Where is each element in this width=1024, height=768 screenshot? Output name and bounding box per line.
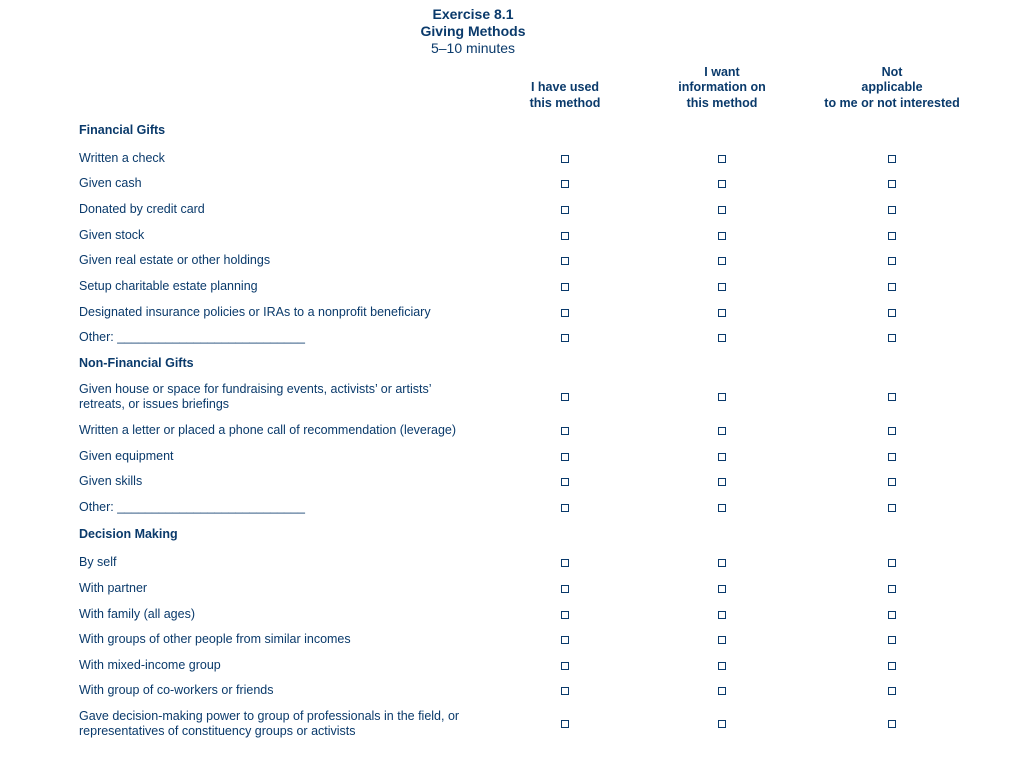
checkbox-col-1[interactable] — [561, 585, 569, 593]
row-label — [79, 632, 351, 648]
checkbox-col-3[interactable] — [888, 585, 896, 593]
row-label — [79, 449, 174, 465]
checkbox-col-1[interactable] — [561, 453, 569, 461]
row-label — [79, 151, 165, 167]
row-label — [79, 279, 258, 295]
checkbox-col-1[interactable] — [561, 334, 569, 342]
checkbox-col-3[interactable] — [888, 453, 896, 461]
checkbox-col-1[interactable] — [561, 427, 569, 435]
section-title: Non-Financial Gifts — [79, 356, 194, 371]
checkbox-col-3[interactable] — [888, 393, 896, 401]
checkbox-col-1[interactable] — [561, 180, 569, 188]
checkbox-col-1[interactable] — [561, 257, 569, 265]
checkbox-col-3[interactable] — [888, 283, 896, 291]
checkbox-col-1[interactable] — [561, 687, 569, 695]
checkbox-col-2[interactable] — [718, 257, 726, 265]
row-label-line: Other: ___________________________ — [79, 500, 305, 515]
checkbox-col-1[interactable] — [561, 504, 569, 512]
column-header-line: this method — [529, 95, 601, 110]
row-label-line: With partner — [79, 581, 148, 596]
checkbox-col-3[interactable] — [888, 662, 896, 670]
row-label-line: With family (all ages) — [79, 607, 195, 622]
column-header-line: I have used — [530, 80, 600, 94]
row-label-line: Other: ___________________________ — [79, 330, 305, 345]
checkbox-col-1[interactable] — [561, 309, 569, 317]
row-label — [79, 382, 431, 413]
row-label — [79, 202, 205, 218]
row-label-line: Designated insurance policies or IRAs to a nonprofit beneficiary — [79, 305, 431, 320]
row-label — [79, 683, 274, 699]
checkbox-col-2[interactable] — [718, 180, 726, 188]
row-label — [79, 423, 456, 439]
checkbox-col-2[interactable] — [718, 611, 726, 619]
row-label-line: retreats, or issues briefings — [79, 397, 230, 411]
checkbox-col-3[interactable] — [888, 687, 896, 695]
checkbox-col-2[interactable] — [718, 636, 726, 644]
checkbox-col-3[interactable] — [888, 155, 896, 163]
row-label — [79, 709, 459, 740]
row-label-line: representatives of constituency groups or activists — [79, 724, 356, 738]
row-label-line: Written a letter or placed a phone call of recommendation (leverage) — [79, 423, 457, 438]
checkbox-col-2[interactable] — [718, 662, 726, 670]
row-label — [79, 253, 270, 269]
checkbox-col-3[interactable] — [888, 206, 896, 214]
checkbox-col-3[interactable] — [888, 180, 896, 188]
checkbox-col-3[interactable] — [888, 559, 896, 567]
checkbox-col-2[interactable] — [718, 155, 726, 163]
row-label-line: Given equipment — [79, 449, 174, 464]
row-label-line: Donated by credit card — [79, 202, 205, 217]
page-header — [0, 6, 946, 57]
checkbox-col-3[interactable] — [888, 478, 896, 486]
section-title: Financial Gifts — [79, 123, 166, 138]
checkbox-col-2[interactable] — [718, 283, 726, 291]
column-header-line: this method — [686, 95, 758, 110]
checkbox-col-3[interactable] — [888, 309, 896, 317]
checkbox-col-1[interactable] — [561, 155, 569, 163]
checkbox-col-2[interactable] — [718, 427, 726, 435]
checkbox-col-3[interactable] — [888, 232, 896, 240]
checkbox-col-2[interactable] — [718, 559, 726, 567]
column-header-1 — [495, 80, 635, 111]
row-label — [79, 305, 431, 321]
checkbox-col-2[interactable] — [718, 334, 726, 342]
column-header-line: to me or not interested — [824, 95, 960, 110]
checkbox-col-1[interactable] — [561, 478, 569, 486]
duration: 5–10 minutes — [430, 40, 516, 56]
column-header-line: applicable — [861, 80, 923, 94]
row-label-line: Given cash — [79, 176, 142, 191]
checkbox-col-2[interactable] — [718, 687, 726, 695]
checkbox-col-2[interactable] — [718, 206, 726, 214]
checkbox-col-3[interactable] — [888, 334, 896, 342]
column-header-line: Not — [881, 64, 903, 79]
checkbox-col-2[interactable] — [718, 720, 726, 728]
row-label — [79, 658, 221, 674]
row-label — [79, 555, 117, 571]
column-header-line: I want — [704, 64, 740, 79]
row-label-line: Given stock — [79, 228, 145, 243]
checkbox-col-2[interactable] — [718, 232, 726, 240]
row-label — [79, 228, 144, 244]
section-title: Decision Making — [79, 527, 178, 542]
checkbox-col-1[interactable] — [561, 206, 569, 214]
checkbox-col-1[interactable] — [561, 283, 569, 291]
row-label-line: Given house or space for fundraising events, activists’ or artists’ — [79, 381, 432, 396]
row-label-line: By self — [79, 555, 117, 570]
column-header-3 — [792, 65, 992, 112]
row-label-line: Written a check — [79, 151, 165, 166]
checkbox-col-1[interactable] — [561, 662, 569, 670]
checkbox-col-3[interactable] — [888, 504, 896, 512]
checkbox-col-2[interactable] — [718, 478, 726, 486]
checkbox-col-1[interactable] — [561, 393, 569, 401]
checkbox-col-2[interactable] — [718, 393, 726, 401]
checkbox-col-3[interactable] — [888, 720, 896, 728]
row-label — [79, 607, 195, 623]
row-label-line: With mixed-income group — [79, 658, 221, 673]
row-label-line: Given real estate or other holdings — [79, 253, 271, 268]
checkbox-col-1[interactable] — [561, 559, 569, 567]
checkbox-col-3[interactable] — [888, 427, 896, 435]
row-label-line: Given skills — [79, 474, 143, 489]
row-label-line: With group of co-workers or friends — [79, 683, 274, 698]
checkbox-col-2[interactable] — [718, 585, 726, 593]
column-header-2 — [652, 65, 792, 112]
checkbox-col-2[interactable] — [718, 453, 726, 461]
checkbox-col-1[interactable] — [561, 232, 569, 240]
checkbox-col-1[interactable] — [561, 611, 569, 619]
checkbox-col-3[interactable] — [888, 636, 896, 644]
checkbox-col-1[interactable] — [561, 720, 569, 728]
row-label — [79, 474, 142, 490]
column-header-line: information on — [678, 80, 766, 94]
checkbox-col-2[interactable] — [718, 504, 726, 512]
row-label — [79, 176, 142, 192]
row-label-line: Setup charitable estate planning — [79, 279, 258, 294]
row-label — [79, 500, 305, 516]
row-label-line: Gave decision-making power to group of professionals in the field, or — [79, 708, 460, 723]
page-title: Giving Methods — [420, 23, 526, 39]
checkbox-col-2[interactable] — [718, 309, 726, 317]
exercise-number: Exercise 8.1 — [432, 6, 514, 22]
checkbox-col-3[interactable] — [888, 611, 896, 619]
row-label — [79, 330, 305, 346]
row-label-line: With groups of other people from similar incomes — [79, 632, 351, 647]
row-label — [79, 581, 147, 597]
checkbox-col-1[interactable] — [561, 636, 569, 644]
checkbox-col-3[interactable] — [888, 257, 896, 265]
